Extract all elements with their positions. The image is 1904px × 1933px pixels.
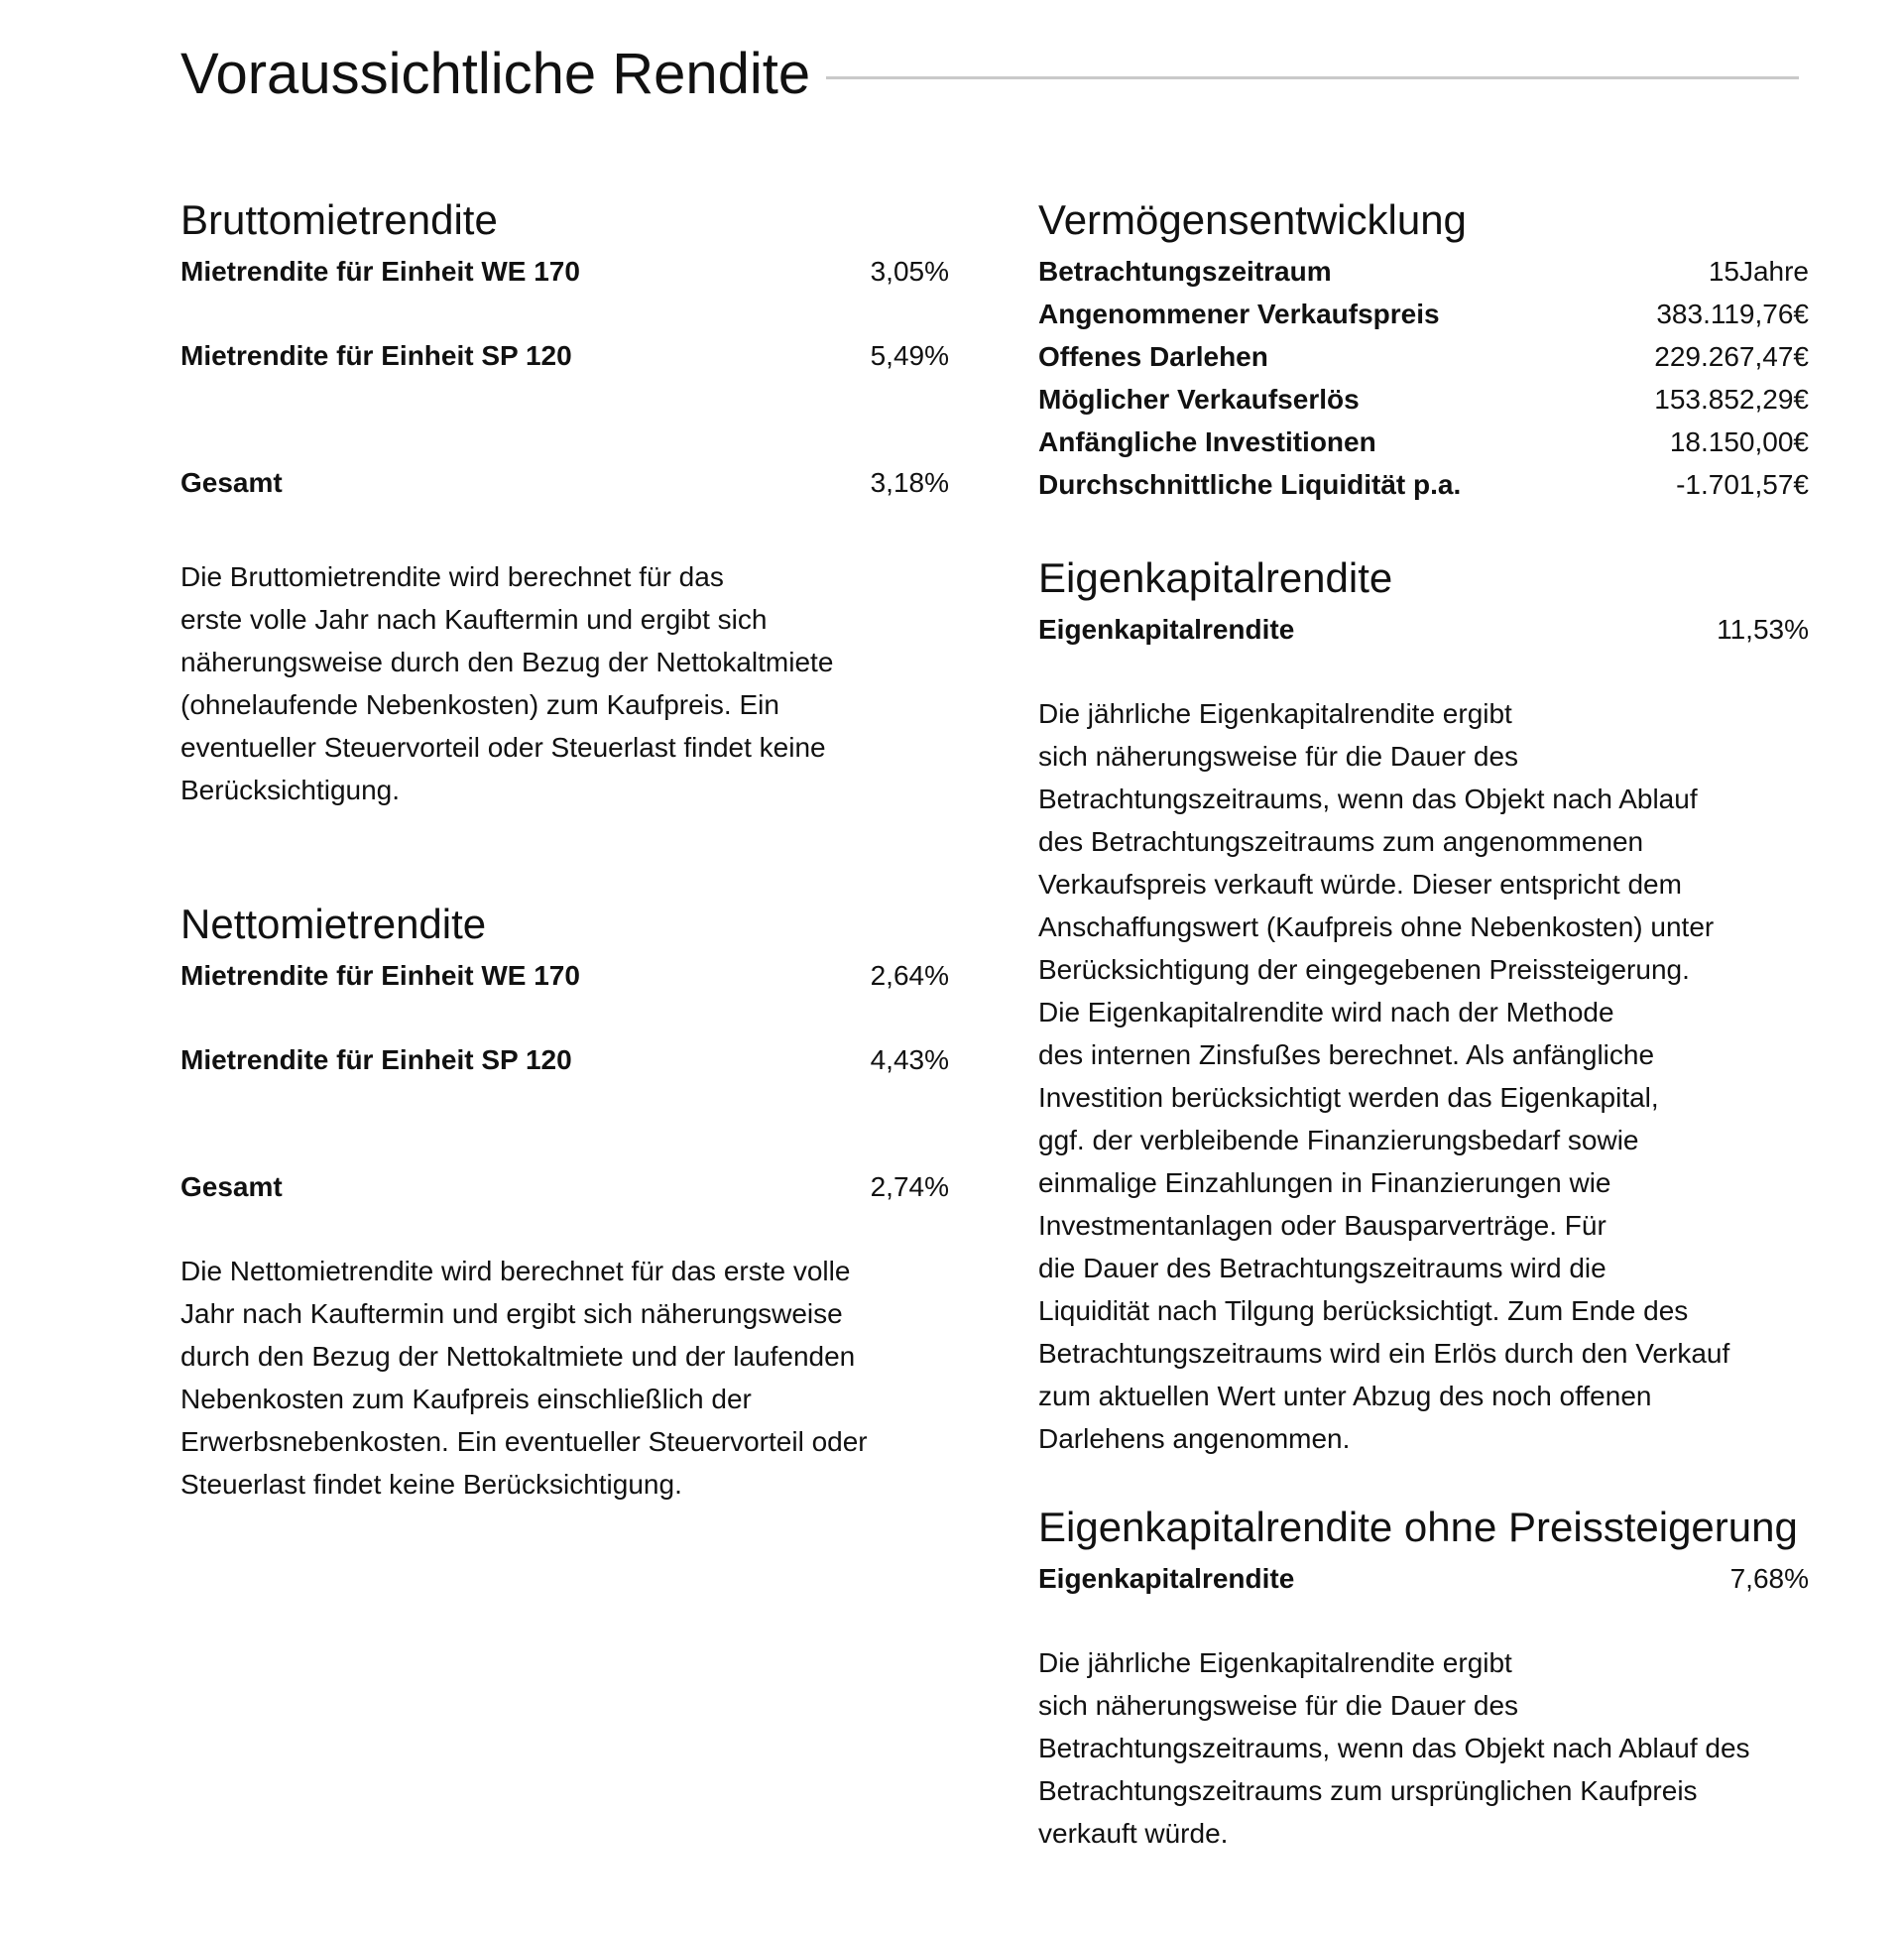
brutto-title: Bruttomietrendite <box>180 196 498 243</box>
row-value: 153.852,29€ <box>1654 384 1809 415</box>
page-title: Voraussichtliche Rendite <box>180 42 811 106</box>
row-label: Eigenkapitalrendite <box>1038 1563 1295 1594</box>
brutto-section <box>180 194 949 811</box>
description-line: Die Nettomietrendite wird berechnet für das erste volle <box>180 1256 851 1286</box>
description-line: (ohnelaufende Nebenkosten) zum Kaufpreis. Ein <box>180 689 779 720</box>
eigenkapital-ohne-title: Eigenkapitalrendite ohne Preissteigerung <box>1038 1504 1798 1550</box>
description-line: des Betrachtungszeitraums zum angenommenen <box>1038 826 1644 857</box>
row-label: Mietrendite für Einheit WE 170 <box>180 256 580 287</box>
description-line: Die jährliche Eigenkapitalrendite ergibt <box>1038 698 1512 729</box>
description-line: des internen Zinsfußes berechnet. Als anfängliche <box>1038 1039 1655 1070</box>
description-line: durch den Bezug der Nettokaltmiete und der laufenden <box>180 1341 856 1372</box>
total-value: 2,74% <box>870 1171 949 1202</box>
description-line: näherungsweise durch den Bezug der Nettokaltmiete <box>180 647 834 677</box>
brutto-total-row <box>180 461 949 504</box>
row-value: 3,05% <box>870 256 949 287</box>
brutto-description <box>180 555 949 811</box>
vermoegen-row-darlehen <box>1038 335 1809 378</box>
description-line: Betrachtungszeitraums, wenn das Objekt nach Ablauf <box>1038 784 1698 814</box>
description-line: verkauft würde. <box>1038 1818 1229 1849</box>
netto-section <box>180 899 949 1506</box>
description-line: Verkaufspreis verkauft würde. Dieser entspricht dem <box>1038 869 1682 900</box>
description-line: Nebenkosten zum Kaufpreis einschließlich der <box>180 1384 752 1414</box>
row-label: Angenommener Verkaufspreis <box>1038 299 1440 329</box>
description-line: Die Eigenkapitalrendite wird nach der Methode <box>1038 997 1614 1027</box>
row-label: Durchschnittliche Liquidität p.a. <box>1038 469 1462 500</box>
netto-title: Nettomietrendite <box>180 901 487 947</box>
row-value: 11,53% <box>1717 614 1809 645</box>
vermoegen-row-liquiditaet <box>1038 463 1809 506</box>
description-line: Investition berücksichtigt werden das Eigenkapital, <box>1038 1082 1659 1113</box>
row-value: 229.267,47€ <box>1654 341 1809 372</box>
total-value: 3,18% <box>870 467 949 498</box>
eigenkapital-ohne-description <box>1038 1641 1809 1855</box>
row-label: Mietrendite für Einheit SP 120 <box>180 340 572 371</box>
description-line: eventueller Steuervorteil oder Steuerlast findet keine <box>180 732 826 763</box>
description-line: Steuerlast findet keine Berücksichtigung. <box>180 1469 682 1500</box>
netto-description <box>180 1250 949 1506</box>
row-value: 18.150,00€ <box>1669 426 1809 457</box>
description-line: ggf. der verbleibende Finanzierungsbedarf sowie <box>1038 1125 1639 1155</box>
eigenkapital-row <box>1038 608 1809 651</box>
description-line: Jahr nach Kauftermin und ergibt sich näherungsweise <box>180 1298 843 1329</box>
row-value: 2,64% <box>870 960 949 991</box>
description-line: Berücksichtigung der eingegebenen Preissteigerung. <box>1038 954 1690 985</box>
description-line: Die Bruttomietrendite wird berechnet für das <box>180 561 724 592</box>
netto-row-we170 <box>180 954 949 997</box>
right-column <box>1038 194 1809 1855</box>
description-line: erste volle Jahr nach Kauftermin und ergibt sich <box>180 604 768 635</box>
eigenkapital-title: Eigenkapitalrendite <box>1038 554 1393 601</box>
description-line: Anschaffungswert (Kaufpreis ohne Nebenkosten) unter <box>1038 911 1715 942</box>
vermoegen-row-verkaufserloes <box>1038 378 1809 421</box>
description-line: sich näherungsweise für die Dauer des <box>1038 741 1519 772</box>
row-value: -1.701,57€ <box>1676 469 1809 500</box>
row-label: Mietrendite für Einheit SP 120 <box>180 1044 572 1075</box>
total-label: Gesamt <box>180 1171 283 1202</box>
description-line: Betrachtungszeitraums, wenn das Objekt nach Ablauf des <box>1038 1733 1750 1763</box>
description-line: Die jährliche Eigenkapitalrendite ergibt <box>1038 1647 1512 1678</box>
description-line: Liquidität nach Tilgung berücksichtigt. Zum Ende des <box>1038 1295 1689 1326</box>
row-value: 5,49% <box>870 340 949 371</box>
description-line: Betrachtungszeitraums zum ursprünglichen Kaufpreis <box>1038 1775 1698 1806</box>
vermoegen-row-verkaufspreis <box>1038 293 1809 335</box>
row-label: Anfängliche Investitionen <box>1038 426 1376 457</box>
eigenkapital-description <box>1038 692 1809 1460</box>
row-value: 383.119,76€ <box>1656 299 1809 329</box>
brutto-row-sp120 <box>180 334 949 377</box>
vermoegen-section <box>1038 194 1809 506</box>
row-label: Betrachtungszeitraum <box>1038 256 1332 287</box>
row-label: Mietrendite für Einheit WE 170 <box>180 960 580 991</box>
vermoegen-row-zeitraum <box>1038 250 1809 293</box>
description-line: sich näherungsweise für die Dauer des <box>1038 1690 1519 1721</box>
eigenkapital-section <box>1038 552 1809 1460</box>
brutto-row-we170 <box>180 250 949 293</box>
vermoegen-row-investitionen <box>1038 421 1809 463</box>
title-divider <box>826 76 1799 79</box>
description-line: einmalige Einzahlungen in Finanzierungen wie <box>1038 1167 1611 1198</box>
netto-row-sp120 <box>180 1038 949 1081</box>
vermoegen-title: Vermögensentwicklung <box>1038 196 1467 243</box>
description-line: zum aktuellen Wert unter Abzug des noch offenen <box>1038 1381 1652 1411</box>
description-line: Erwerbsnebenkosten. Ein eventueller Steuervorteil oder <box>180 1426 868 1457</box>
row-value: 7,68% <box>1729 1563 1809 1594</box>
description-line: Investmentanlagen oder Bausparverträge. Für <box>1038 1210 1606 1241</box>
description-line: die Dauer des Betrachtungszeitraums wird die <box>1038 1253 1606 1283</box>
total-label: Gesamt <box>180 467 283 498</box>
eigenkapital-ohne-section <box>1038 1502 1809 1855</box>
description-line: Betrachtungszeitraums wird ein Erlös durch den Verkauf <box>1038 1338 1730 1369</box>
left-column <box>180 194 949 1506</box>
description-line: Darlehens angenommen. <box>1038 1423 1351 1454</box>
eigenkapital-ohne-row <box>1038 1557 1809 1600</box>
row-value: 15Jahre <box>1708 256 1809 287</box>
row-value: 4,43% <box>870 1044 949 1075</box>
row-label: Möglicher Verkaufserlös <box>1038 384 1360 415</box>
row-label: Offenes Darlehen <box>1038 341 1268 372</box>
netto-total-row <box>180 1165 949 1208</box>
description-line: Berücksichtigung. <box>180 775 401 805</box>
page-header <box>180 42 1799 106</box>
row-label: Eigenkapitalrendite <box>1038 614 1295 645</box>
